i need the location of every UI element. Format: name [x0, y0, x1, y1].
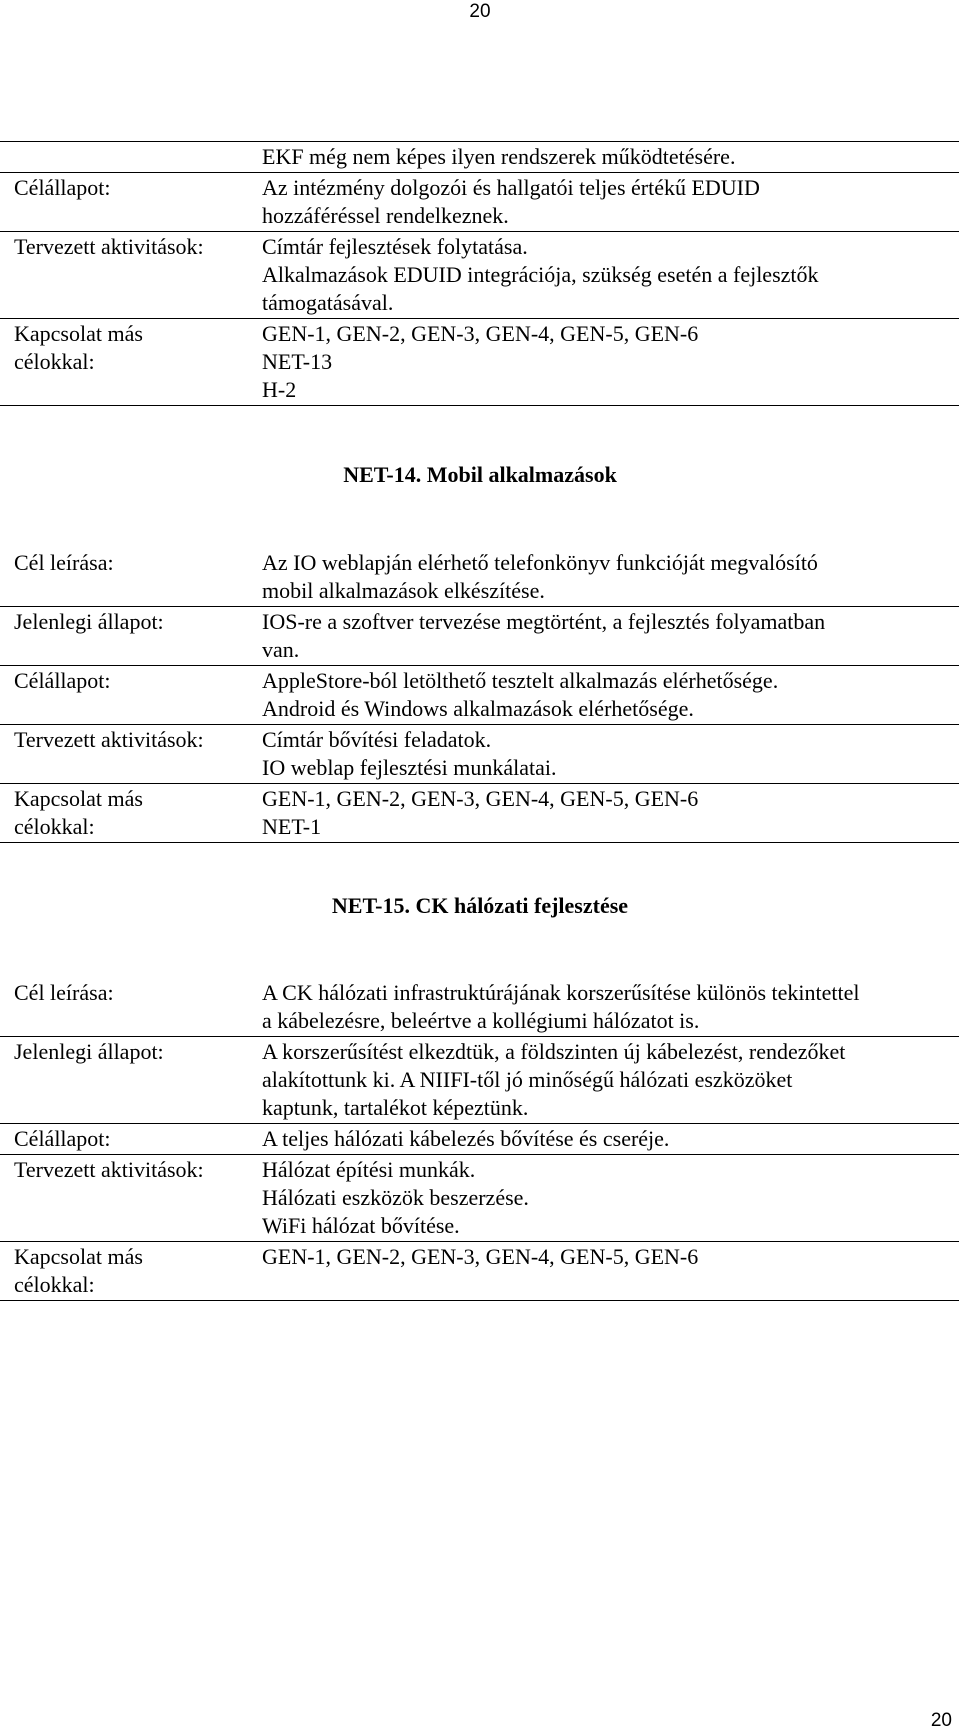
- page-number-bottom: 20: [930, 1710, 952, 1731]
- table-row: [0, 784, 959, 843]
- table-row: [0, 725, 959, 784]
- row-label: Jelenlegi állapot:: [0, 1037, 262, 1124]
- table-row: [0, 319, 959, 406]
- table-row: [0, 1155, 959, 1242]
- row-label: Tervezett aktivitások:: [0, 1155, 262, 1242]
- table-row: [0, 173, 959, 232]
- row-label: Cél leírása:: [0, 978, 262, 1037]
- row-value: Hálózat építési munkák. Hálózati eszközök beszerzése. WiFi hálózat bővítése.: [262, 1155, 959, 1242]
- table-row: [0, 1037, 959, 1124]
- section-net15: [0, 978, 960, 1301]
- table-row: [0, 1242, 959, 1301]
- row-value: AppleStore-ból letölthető tesztelt alkalmazás elérhetősége. Android és Windows alkalmazások elérhetősége.: [262, 666, 959, 725]
- row-label: Kapcsolat más célokkal:: [0, 319, 262, 406]
- table-row: [0, 978, 959, 1037]
- section-heading-net14: NET-14. Mobil alkalmazások: [343, 462, 617, 487]
- row-value: Címtár fejlesztések folytatása. Alkalmazások EDUID integrációja, szükség esetén a fejlesztők támogatásával.: [262, 232, 959, 319]
- row-value: GEN-1, GEN-2, GEN-3, GEN-4, GEN-5, GEN-6: [262, 1242, 959, 1301]
- objective-table: [0, 141, 959, 406]
- row-value: A teljes hálózati kábelezés bővítése és cseréje.: [262, 1124, 959, 1155]
- row-value: IOS-re a szoftver tervezése megtörtént, a fejlesztés folyamatban van.: [262, 607, 959, 666]
- section-continuation: [0, 141, 960, 406]
- row-value: A korszerűsítést elkezdtük, a földszinten új kábelezést, rendezőket alakítottunk ki. A NIIFI-től jó minőségű hálózati eszközöket kaptunk, tartalékot képeztünk.: [262, 1037, 959, 1124]
- row-label: Jelenlegi állapot:: [0, 607, 262, 666]
- row-value: GEN-1, GEN-2, GEN-3, GEN-4, GEN-5, GEN-6 NET-13 H-2: [262, 319, 959, 406]
- table-row: [0, 666, 959, 725]
- row-label: Célállapot:: [0, 666, 262, 725]
- table-row: [0, 548, 959, 607]
- section-net14: [0, 548, 960, 843]
- row-value: Az intézmény dolgozói és hallgatói teljes értékű EDUID hozzáféréssel rendelkeznek.: [262, 173, 959, 232]
- row-label: Cél leírása:: [0, 548, 262, 607]
- table-row: [0, 1124, 959, 1155]
- row-value: EKF még nem képes ilyen rendszerek működtetésére.: [262, 142, 959, 173]
- page-number-top: 20: [469, 1, 491, 22]
- row-value: A CK hálózati infrastruktúrájának korszerűsítése különös tekintettel a kábelezésre, beleértve a kollégiumi hálózatot is.: [262, 978, 959, 1037]
- row-label: Célállapot:: [0, 173, 262, 232]
- row-value: Az IO weblapján elérhető telefonkönyv funkcióját megvalósító mobil alkalmazások elkészítése.: [262, 548, 959, 607]
- row-value: Címtár bővítési feladatok. IO weblap fejlesztési munkálatai.: [262, 725, 959, 784]
- table-row: [0, 232, 959, 319]
- row-label: Tervezett aktivitások:: [0, 725, 262, 784]
- row-label: Kapcsolat más célokkal:: [0, 1242, 262, 1301]
- table-row: [0, 607, 959, 666]
- row-label: Tervezett aktivitások:: [0, 232, 262, 319]
- objective-table: [0, 978, 959, 1301]
- row-label: Célállapot:: [0, 1124, 262, 1155]
- section-heading-net15: NET-15. CK hálózati fejlesztése: [331, 893, 629, 918]
- row-label: Kapcsolat más célokkal:: [0, 784, 262, 843]
- table-row: [0, 142, 959, 173]
- objective-table: [0, 548, 959, 843]
- row-value: GEN-1, GEN-2, GEN-3, GEN-4, GEN-5, GEN-6 NET-1: [262, 784, 959, 843]
- row-label: [0, 142, 262, 173]
